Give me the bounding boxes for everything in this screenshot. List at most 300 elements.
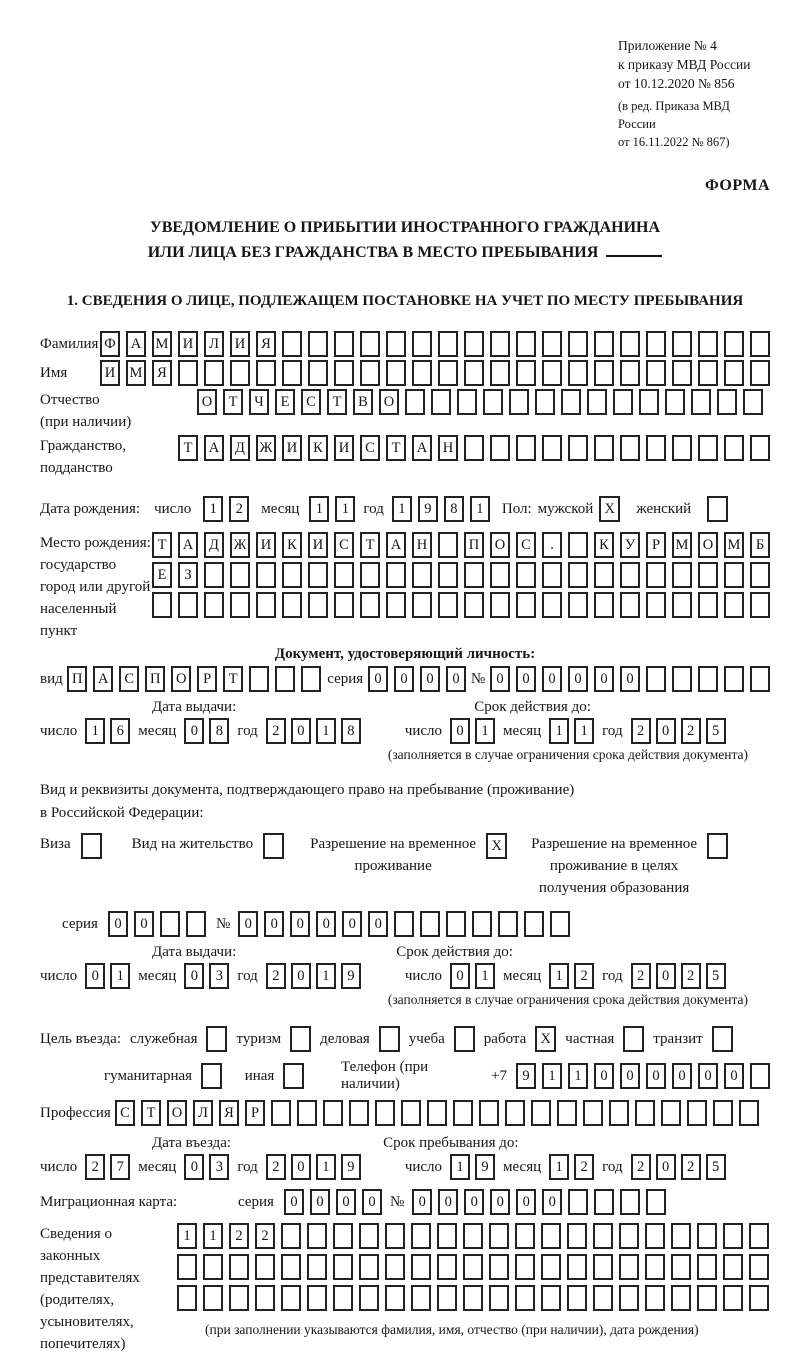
char-cell[interactable]: Я xyxy=(256,331,276,357)
char-cell[interactable]: 0 xyxy=(620,666,640,692)
char-cell[interactable] xyxy=(594,592,614,618)
char-cell[interactable] xyxy=(645,1254,665,1280)
char-cell[interactable]: Р xyxy=(245,1100,265,1126)
char-cell[interactable]: 0 xyxy=(490,1189,510,1215)
char-cell[interactable]: С xyxy=(115,1100,135,1126)
char-cell[interactable] xyxy=(516,435,536,461)
char-cell[interactable]: 2 xyxy=(229,496,249,522)
char-cell[interactable] xyxy=(550,911,570,937)
char-cell[interactable] xyxy=(386,562,406,588)
char-cell[interactable]: 2 xyxy=(681,963,701,989)
char-cell[interactable] xyxy=(281,1285,301,1311)
char-cell[interactable]: 0 xyxy=(542,666,562,692)
char-cell[interactable] xyxy=(411,1254,431,1280)
char-cell[interactable] xyxy=(515,1223,535,1249)
char-cell[interactable] xyxy=(672,360,692,386)
char-cell[interactable]: 0 xyxy=(342,911,362,937)
char-cell[interactable] xyxy=(307,1223,327,1249)
char-cell[interactable] xyxy=(420,911,440,937)
char-cell[interactable]: 5 xyxy=(706,718,726,744)
char-cell[interactable]: 1 xyxy=(177,1223,197,1249)
char-cell[interactable] xyxy=(498,911,518,937)
char-cell[interactable] xyxy=(583,1100,603,1126)
char-cell[interactable] xyxy=(457,389,477,415)
purpose-transit-checkbox[interactable] xyxy=(712,1026,733,1052)
char-cell[interactable]: 0 xyxy=(264,911,284,937)
char-cell[interactable] xyxy=(661,1100,681,1126)
char-cell[interactable] xyxy=(446,911,466,937)
char-cell[interactable] xyxy=(619,1223,639,1249)
char-cell[interactable] xyxy=(334,360,354,386)
char-cell[interactable] xyxy=(723,1254,743,1280)
char-cell[interactable]: Л xyxy=(193,1100,213,1126)
char-cell[interactable]: 1 xyxy=(475,963,495,989)
char-cell[interactable] xyxy=(360,592,380,618)
char-cell[interactable] xyxy=(542,435,562,461)
char-cell[interactable]: 1 xyxy=(392,496,412,522)
char-cell[interactable]: О xyxy=(379,389,399,415)
char-cell[interactable] xyxy=(464,562,484,588)
char-cell[interactable] xyxy=(438,532,458,558)
char-cell[interactable] xyxy=(230,562,250,588)
char-cell[interactable]: 0 xyxy=(698,1063,718,1089)
char-cell[interactable]: К xyxy=(594,532,614,558)
char-cell[interactable]: 7 xyxy=(110,1154,130,1180)
char-cell[interactable] xyxy=(489,1254,509,1280)
char-cell[interactable]: 0 xyxy=(516,1189,536,1215)
char-cell[interactable]: Ч xyxy=(249,389,269,415)
char-cell[interactable] xyxy=(645,1223,665,1249)
char-cell[interactable]: 1 xyxy=(475,718,495,744)
char-cell[interactable]: 9 xyxy=(475,1154,495,1180)
char-cell[interactable]: 1 xyxy=(549,718,569,744)
char-cell[interactable] xyxy=(568,592,588,618)
char-cell[interactable] xyxy=(698,331,718,357)
char-cell[interactable] xyxy=(333,1285,353,1311)
char-cell[interactable]: 1 xyxy=(110,963,130,989)
char-cell[interactable] xyxy=(405,389,425,415)
char-cell[interactable]: 2 xyxy=(85,1154,105,1180)
char-cell[interactable]: М xyxy=(126,360,146,386)
char-cell[interactable] xyxy=(282,360,302,386)
char-cell[interactable] xyxy=(568,360,588,386)
char-cell[interactable]: 0 xyxy=(108,911,128,937)
char-cell[interactable] xyxy=(750,360,770,386)
char-cell[interactable] xyxy=(698,592,718,618)
char-cell[interactable] xyxy=(509,389,529,415)
char-cell[interactable] xyxy=(671,1285,691,1311)
char-cell[interactable] xyxy=(308,592,328,618)
char-cell[interactable]: В xyxy=(353,389,373,415)
char-cell[interactable]: 0 xyxy=(310,1189,330,1215)
char-cell[interactable]: З xyxy=(178,562,198,588)
char-cell[interactable]: 0 xyxy=(620,1063,640,1089)
char-cell[interactable] xyxy=(297,1100,317,1126)
char-cell[interactable] xyxy=(567,1254,587,1280)
char-cell[interactable]: 2 xyxy=(229,1223,249,1249)
char-cell[interactable] xyxy=(307,1285,327,1311)
char-cell[interactable] xyxy=(672,562,692,588)
char-cell[interactable]: 0 xyxy=(594,666,614,692)
char-cell[interactable]: 1 xyxy=(574,718,594,744)
char-cell[interactable] xyxy=(646,562,666,588)
char-cell[interactable] xyxy=(542,592,562,618)
char-cell[interactable] xyxy=(593,1254,613,1280)
char-cell[interactable]: 2 xyxy=(681,1154,701,1180)
char-cell[interactable]: А xyxy=(93,666,113,692)
char-cell[interactable] xyxy=(301,666,321,692)
char-cell[interactable] xyxy=(557,1100,577,1126)
char-cell[interactable] xyxy=(385,1285,405,1311)
char-cell[interactable] xyxy=(282,562,302,588)
char-cell[interactable] xyxy=(750,666,770,692)
char-cell[interactable]: Я xyxy=(219,1100,239,1126)
char-cell[interactable]: 2 xyxy=(255,1223,275,1249)
char-cell[interactable]: 0 xyxy=(656,963,676,989)
char-cell[interactable] xyxy=(412,562,432,588)
char-cell[interactable]: А xyxy=(126,331,146,357)
char-cell[interactable] xyxy=(323,1100,343,1126)
char-cell[interactable]: 0 xyxy=(238,911,258,937)
char-cell[interactable]: 0 xyxy=(368,666,388,692)
char-cell[interactable] xyxy=(524,911,544,937)
purpose-tourism-checkbox[interactable] xyxy=(290,1026,311,1052)
residence-permit-checkbox[interactable] xyxy=(263,833,284,859)
char-cell[interactable] xyxy=(282,592,302,618)
purpose-study-checkbox[interactable] xyxy=(454,1026,475,1052)
char-cell[interactable] xyxy=(489,1223,509,1249)
char-cell[interactable] xyxy=(587,389,607,415)
char-cell[interactable] xyxy=(515,1254,535,1280)
char-cell[interactable]: Ж xyxy=(256,435,276,461)
char-cell[interactable] xyxy=(412,360,432,386)
char-cell[interactable] xyxy=(178,592,198,618)
char-cell[interactable]: И xyxy=(230,331,250,357)
char-cell[interactable] xyxy=(620,435,640,461)
char-cell[interactable]: 1 xyxy=(203,496,223,522)
char-cell[interactable] xyxy=(308,360,328,386)
char-cell[interactable]: О xyxy=(171,666,191,692)
char-cell[interactable]: 1 xyxy=(450,1154,470,1180)
char-cell[interactable] xyxy=(646,331,666,357)
char-cell[interactable]: Т xyxy=(152,532,172,558)
char-cell[interactable] xyxy=(542,331,562,357)
temp-residence-education-checkbox[interactable] xyxy=(707,833,728,859)
char-cell[interactable] xyxy=(724,435,744,461)
char-cell[interactable] xyxy=(203,1254,223,1280)
char-cell[interactable]: 0 xyxy=(438,1189,458,1215)
char-cell[interactable]: 1 xyxy=(316,963,336,989)
char-cell[interactable] xyxy=(516,592,536,618)
char-cell[interactable] xyxy=(672,331,692,357)
char-cell[interactable] xyxy=(665,389,685,415)
char-cell[interactable]: 0 xyxy=(291,963,311,989)
char-cell[interactable] xyxy=(437,1285,457,1311)
char-cell[interactable]: 0 xyxy=(291,1154,311,1180)
char-cell[interactable]: 1 xyxy=(470,496,490,522)
char-cell[interactable]: 0 xyxy=(284,1189,304,1215)
char-cell[interactable] xyxy=(333,1254,353,1280)
char-cell[interactable] xyxy=(490,331,510,357)
char-cell[interactable]: 5 xyxy=(706,963,726,989)
char-cell[interactable]: 1 xyxy=(85,718,105,744)
char-cell[interactable]: 0 xyxy=(336,1189,356,1215)
char-cell[interactable] xyxy=(697,1254,717,1280)
purpose-humanitarian-checkbox[interactable] xyxy=(201,1063,222,1089)
char-cell[interactable] xyxy=(750,562,770,588)
char-cell[interactable] xyxy=(255,1285,275,1311)
char-cell[interactable] xyxy=(619,1254,639,1280)
char-cell[interactable]: О xyxy=(698,532,718,558)
char-cell[interactable] xyxy=(360,562,380,588)
char-cell[interactable] xyxy=(203,1285,223,1311)
char-cell[interactable] xyxy=(743,389,763,415)
char-cell[interactable]: Т xyxy=(386,435,406,461)
char-cell[interactable] xyxy=(749,1254,769,1280)
char-cell[interactable]: 0 xyxy=(568,666,588,692)
char-cell[interactable] xyxy=(567,1285,587,1311)
char-cell[interactable]: Я xyxy=(152,360,172,386)
char-cell[interactable]: М xyxy=(724,532,744,558)
char-cell[interactable] xyxy=(308,331,328,357)
char-cell[interactable] xyxy=(359,1254,379,1280)
char-cell[interactable]: 1 xyxy=(316,1154,336,1180)
char-cell[interactable] xyxy=(645,1285,665,1311)
char-cell[interactable] xyxy=(386,592,406,618)
char-cell[interactable] xyxy=(275,666,295,692)
char-cell[interactable]: 0 xyxy=(724,1063,744,1089)
char-cell[interactable]: А xyxy=(204,435,224,461)
char-cell[interactable] xyxy=(438,592,458,618)
char-cell[interactable] xyxy=(646,360,666,386)
char-cell[interactable]: Т xyxy=(360,532,380,558)
char-cell[interactable]: 0 xyxy=(362,1189,382,1215)
char-cell[interactable]: 0 xyxy=(316,911,336,937)
char-cell[interactable]: 2 xyxy=(574,963,594,989)
char-cell[interactable] xyxy=(334,331,354,357)
char-cell[interactable]: 0 xyxy=(290,911,310,937)
char-cell[interactable] xyxy=(177,1254,197,1280)
char-cell[interactable]: И xyxy=(256,532,276,558)
char-cell[interactable] xyxy=(334,592,354,618)
char-cell[interactable] xyxy=(568,562,588,588)
char-cell[interactable]: И xyxy=(282,435,302,461)
char-cell[interactable]: А xyxy=(412,435,432,461)
char-cell[interactable]: 1 xyxy=(316,718,336,744)
char-cell[interactable]: Т xyxy=(178,435,198,461)
char-cell[interactable] xyxy=(256,360,276,386)
char-cell[interactable] xyxy=(593,1223,613,1249)
char-cell[interactable] xyxy=(308,562,328,588)
purpose-business-checkbox[interactable] xyxy=(379,1026,400,1052)
char-cell[interactable] xyxy=(516,331,536,357)
char-cell[interactable] xyxy=(717,389,737,415)
char-cell[interactable] xyxy=(515,1285,535,1311)
char-cell[interactable] xyxy=(230,592,250,618)
char-cell[interactable] xyxy=(204,562,224,588)
char-cell[interactable]: 5 xyxy=(706,1154,726,1180)
char-cell[interactable] xyxy=(594,562,614,588)
char-cell[interactable]: К xyxy=(282,532,302,558)
char-cell[interactable] xyxy=(723,1285,743,1311)
char-cell[interactable]: 1 xyxy=(542,1063,562,1089)
char-cell[interactable] xyxy=(698,360,718,386)
char-cell[interactable] xyxy=(750,592,770,618)
char-cell[interactable] xyxy=(568,331,588,357)
char-cell[interactable]: М xyxy=(672,532,692,558)
char-cell[interactable] xyxy=(639,389,659,415)
char-cell[interactable] xyxy=(386,360,406,386)
char-cell[interactable] xyxy=(594,1189,614,1215)
char-cell[interactable] xyxy=(479,1100,499,1126)
char-cell[interactable] xyxy=(594,435,614,461)
char-cell[interactable] xyxy=(401,1100,421,1126)
char-cell[interactable]: А xyxy=(178,532,198,558)
char-cell[interactable] xyxy=(464,592,484,618)
char-cell[interactable]: 2 xyxy=(681,718,701,744)
char-cell[interactable] xyxy=(394,911,414,937)
char-cell[interactable]: 8 xyxy=(341,718,361,744)
char-cell[interactable] xyxy=(535,389,555,415)
char-cell[interactable]: 2 xyxy=(631,718,651,744)
char-cell[interactable] xyxy=(438,360,458,386)
char-cell[interactable]: 2 xyxy=(266,718,286,744)
char-cell[interactable]: Н xyxy=(438,435,458,461)
char-cell[interactable] xyxy=(613,389,633,415)
char-cell[interactable] xyxy=(620,331,640,357)
char-cell[interactable] xyxy=(724,360,744,386)
char-cell[interactable]: Т xyxy=(223,389,243,415)
char-cell[interactable]: 2 xyxy=(574,1154,594,1180)
char-cell[interactable] xyxy=(282,331,302,357)
char-cell[interactable] xyxy=(750,435,770,461)
char-cell[interactable] xyxy=(568,435,588,461)
char-cell[interactable] xyxy=(490,592,510,618)
char-cell[interactable] xyxy=(561,389,581,415)
char-cell[interactable]: 0 xyxy=(85,963,105,989)
char-cell[interactable]: 1 xyxy=(549,963,569,989)
char-cell[interactable] xyxy=(431,389,451,415)
char-cell[interactable] xyxy=(483,389,503,415)
char-cell[interactable] xyxy=(490,360,510,386)
char-cell[interactable] xyxy=(360,360,380,386)
char-cell[interactable]: Д xyxy=(230,435,250,461)
char-cell[interactable]: А xyxy=(386,532,406,558)
char-cell[interactable] xyxy=(594,331,614,357)
char-cell[interactable] xyxy=(671,1223,691,1249)
char-cell[interactable]: 1 xyxy=(549,1154,569,1180)
char-cell[interactable]: О xyxy=(490,532,510,558)
char-cell[interactable]: 2 xyxy=(266,963,286,989)
char-cell[interactable] xyxy=(739,1100,759,1126)
char-cell[interactable]: 0 xyxy=(656,718,676,744)
char-cell[interactable] xyxy=(453,1100,473,1126)
char-cell[interactable]: 0 xyxy=(516,666,536,692)
char-cell[interactable] xyxy=(333,1223,353,1249)
char-cell[interactable]: 0 xyxy=(656,1154,676,1180)
char-cell[interactable]: 1 xyxy=(335,496,355,522)
char-cell[interactable] xyxy=(177,1285,197,1311)
char-cell[interactable] xyxy=(505,1100,525,1126)
char-cell[interactable]: Л xyxy=(204,331,224,357)
char-cell[interactable]: 1 xyxy=(309,496,329,522)
char-cell[interactable] xyxy=(724,331,744,357)
char-cell[interactable] xyxy=(542,562,562,588)
char-cell[interactable] xyxy=(672,592,692,618)
char-cell[interactable]: Т xyxy=(141,1100,161,1126)
char-cell[interactable]: Т xyxy=(327,389,347,415)
char-cell[interactable]: 9 xyxy=(341,1154,361,1180)
char-cell[interactable] xyxy=(463,1223,483,1249)
temp-residence-checkbox[interactable]: X xyxy=(486,833,507,859)
char-cell[interactable] xyxy=(229,1285,249,1311)
char-cell[interactable] xyxy=(698,666,718,692)
char-cell[interactable]: . xyxy=(542,532,562,558)
char-cell[interactable]: Д xyxy=(204,532,224,558)
char-cell[interactable] xyxy=(204,360,224,386)
char-cell[interactable]: М xyxy=(152,331,172,357)
char-cell[interactable] xyxy=(697,1285,717,1311)
char-cell[interactable] xyxy=(541,1223,561,1249)
char-cell[interactable] xyxy=(620,592,640,618)
char-cell[interactable]: С xyxy=(334,532,354,558)
char-cell[interactable] xyxy=(697,1223,717,1249)
char-cell[interactable]: К xyxy=(308,435,328,461)
char-cell[interactable] xyxy=(541,1254,561,1280)
char-cell[interactable]: 0 xyxy=(542,1189,562,1215)
char-cell[interactable]: 0 xyxy=(184,718,204,744)
char-cell[interactable]: 0 xyxy=(450,718,470,744)
char-cell[interactable] xyxy=(438,331,458,357)
char-cell[interactable]: 0 xyxy=(594,1063,614,1089)
purpose-other-checkbox[interactable] xyxy=(283,1063,304,1089)
char-cell[interactable] xyxy=(472,911,492,937)
char-cell[interactable]: И xyxy=(100,360,120,386)
char-cell[interactable]: 2 xyxy=(631,963,651,989)
char-cell[interactable]: П xyxy=(145,666,165,692)
char-cell[interactable] xyxy=(178,360,198,386)
char-cell[interactable] xyxy=(463,1285,483,1311)
char-cell[interactable] xyxy=(635,1100,655,1126)
char-cell[interactable] xyxy=(620,562,640,588)
char-cell[interactable]: 0 xyxy=(646,1063,666,1089)
char-cell[interactable]: И xyxy=(308,532,328,558)
char-cell[interactable] xyxy=(687,1100,707,1126)
char-cell[interactable] xyxy=(593,1285,613,1311)
char-cell[interactable]: И xyxy=(334,435,354,461)
char-cell[interactable] xyxy=(412,331,432,357)
char-cell[interactable]: Е xyxy=(152,562,172,588)
char-cell[interactable] xyxy=(230,360,250,386)
char-cell[interactable] xyxy=(691,389,711,415)
char-cell[interactable]: 0 xyxy=(184,1154,204,1180)
char-cell[interactable]: Ж xyxy=(230,532,250,558)
char-cell[interactable]: 0 xyxy=(490,666,510,692)
char-cell[interactable] xyxy=(385,1223,405,1249)
char-cell[interactable] xyxy=(724,592,744,618)
char-cell[interactable] xyxy=(256,592,276,618)
char-cell[interactable]: О xyxy=(167,1100,187,1126)
char-cell[interactable] xyxy=(437,1223,457,1249)
char-cell[interactable] xyxy=(749,1285,769,1311)
char-cell[interactable]: 0 xyxy=(184,963,204,989)
char-cell[interactable] xyxy=(249,666,269,692)
char-cell[interactable] xyxy=(281,1254,301,1280)
char-cell[interactable] xyxy=(594,360,614,386)
char-cell[interactable] xyxy=(724,666,744,692)
char-cell[interactable]: 1 xyxy=(203,1223,223,1249)
female-checkbox[interactable] xyxy=(707,496,728,522)
